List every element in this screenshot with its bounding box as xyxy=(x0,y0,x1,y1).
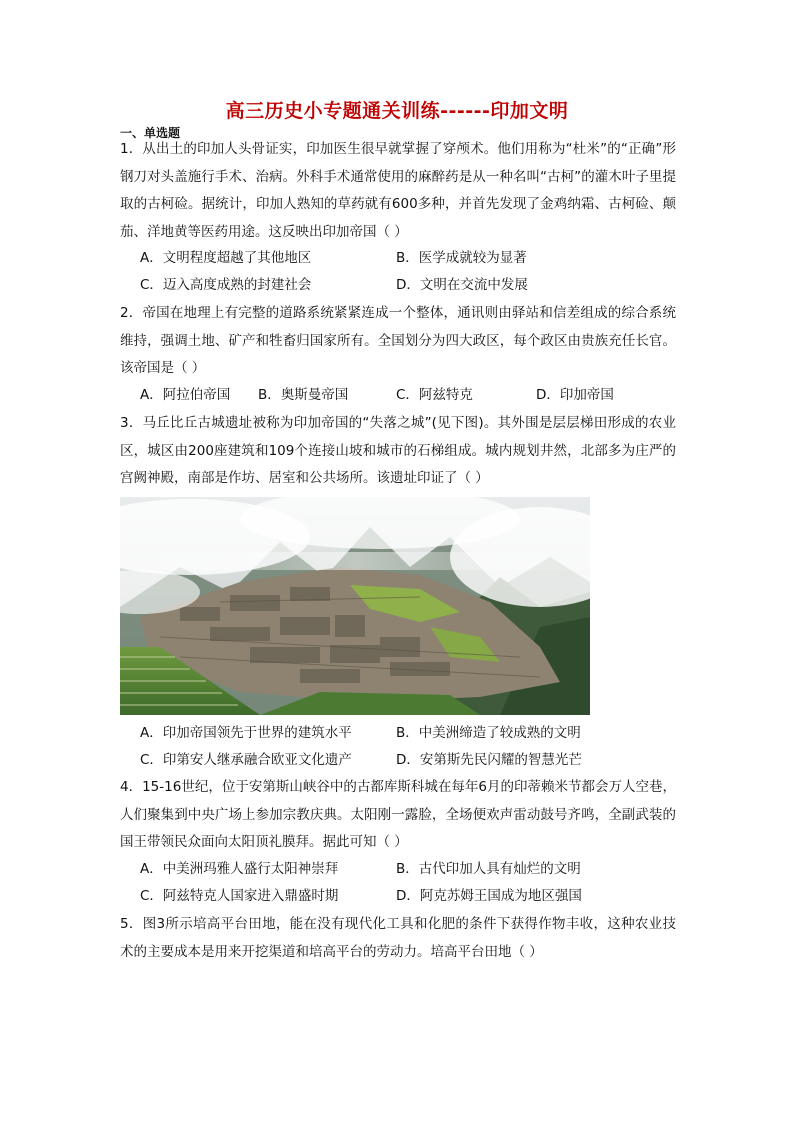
machu-picchu-image xyxy=(120,497,590,715)
question-1-stem: 1．从出土的印加人头骨证实，印加医生很早就掌握了穿颅术。他们用称为“杜米”的“正确”形钢刀对头盖施行手术、治病。外科手术通常使用的麻醉药是从一种名叫“古柯”的灌木叶子里提取的古柯硷。据统计，印加人熟知的草药就有600多种，并首先发现了金鸡纳霜、古柯硷、颠茄、洋地黄等医药用途。这反映出印加帝国（ ） xyxy=(120,141,676,240)
option-c[interactable]: C．迈入高度成熟的封建社会 xyxy=(140,277,312,293)
option-a[interactable]: A．中美洲玛雅人盛行太阳神崇拜 xyxy=(140,861,339,877)
question-3-stem: 3．马丘比丘古城遗址被称为印加帝国的“失落之城”(见下图)。其外围是层层梯田形成的农业区，城区由200座建筑和109个连接山坡和城市的石梯组成。城内规划井然，北部多为庄严的宫阙神殿，南部是作坊、居室和公共场所。该遗址印证了（ ） xyxy=(120,415,676,486)
option-b[interactable]: B．古代印加人具有灿烂的文明 xyxy=(396,861,581,877)
question-5-stem: 5．图3所示培高平台田地，能在没有现代化工具和化肥的条件下获得作物丰收，这种农业技术的主要成本是用来开挖渠道和培高平台的劳动力。培高平台田地（ ） xyxy=(120,916,676,960)
option-b[interactable]: B．医学成就较为显著 xyxy=(396,250,527,266)
option-d[interactable]: D．阿克苏姆王国成为地区强国 xyxy=(396,888,582,904)
option-b[interactable]: B．奥斯曼帝国 xyxy=(258,387,349,403)
option-a[interactable]: A．印加帝国领先于世界的建筑水平 xyxy=(140,725,352,741)
option-c[interactable]: C．阿兹特克 xyxy=(396,387,473,403)
option-c[interactable]: C．阿兹特克人国家进入鼎盛时期 xyxy=(140,888,339,904)
question-2-stem: 2．帝国在地理上有完整的道路系统紧紧连成一个整体，通讯则由驿站和信差组成的综合系统维持，强调土地、矿产和牲畜归国家所有。全国划分为四大政区，每个政区由贵族充任长官。该帝国是（ ） xyxy=(120,305,676,376)
section-heading: 一、单选题 xyxy=(120,126,181,140)
option-a[interactable]: A．文明程度超越了其他地区 xyxy=(140,250,312,266)
option-d[interactable]: D．安第斯先民闪耀的智慧光芒 xyxy=(396,752,582,768)
machu-picchu-photo xyxy=(120,497,590,715)
option-c[interactable]: C．印第安人继承融合欧亚文化遗产 xyxy=(140,752,352,768)
option-a[interactable]: A．阿拉伯帝国 xyxy=(140,387,231,403)
option-b[interactable]: B．中美洲缔造了较成熟的文明 xyxy=(396,725,581,741)
question-4-stem: 4．15-16世纪，位于安第斯山峡谷中的古都库斯科城在每年6月的印蒂赖米节都会万人空巷，人们聚集到中央广场上参加宗教庆典。太阳刚一露脸，全场便欢声雷动鼓号齐鸣，全副武装的国王带领民众面向太阳顶礼膜拜。据此可知（ ） xyxy=(120,779,676,850)
option-d[interactable]: D．文明在交流中发展 xyxy=(396,277,528,293)
option-d[interactable]: D．印加帝国 xyxy=(536,387,614,403)
page-title: 高三历史小专题通关训练------印加文明 xyxy=(225,100,569,122)
